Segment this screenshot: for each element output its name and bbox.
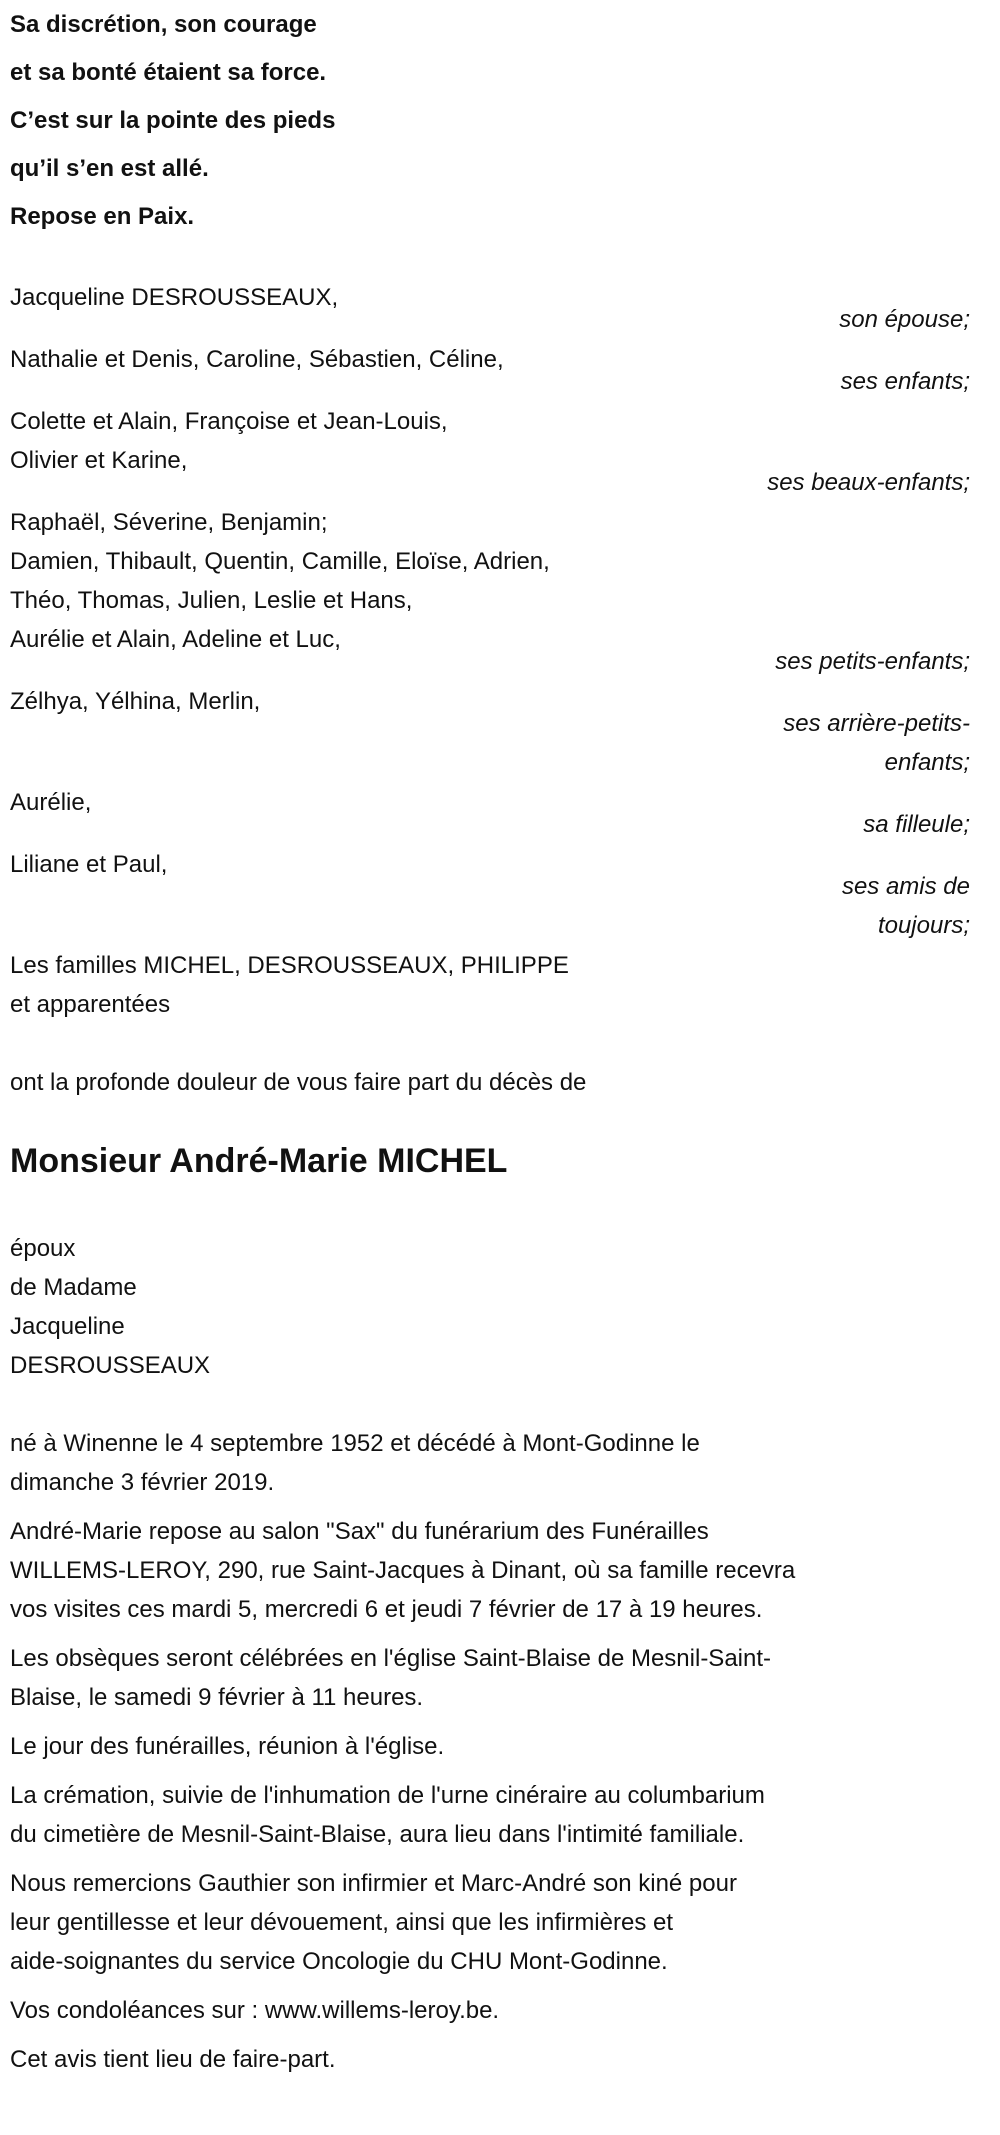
paragraph <box>10 2040 970 2079</box>
paragraph-line: Les obsèques seront célébrées en l'église Saint-Blaise de Mesnil-Saint- <box>10 1645 772 1672</box>
relation-line: ses enfants; <box>840 368 970 395</box>
family-group <box>10 340 970 401</box>
paragraph-line: Blaise, le samedi 9 février à 11 heures. <box>10 1684 424 1711</box>
family-names: Nathalie et Denis, Caroline, Sébastien, Céline, <box>10 346 504 373</box>
paragraph-line: vos visites ces mardi 5, mercredi 6 et jeudi 7 février de 17 à 19 heures. <box>10 1596 763 1623</box>
family-names: Damien, Thibault, Quentin, Camille, Eloïse, Adrien, <box>10 548 550 575</box>
family-names: Les familles MICHEL, DESROUSSEAUX, PHILIPPE <box>10 952 569 979</box>
spouse-line: époux <box>10 1235 76 1262</box>
family-names: Zélhya, Yélhina, Merlin, <box>10 688 261 715</box>
family-group <box>10 783 970 844</box>
paragraph-line: du cimetière de Mesnil-Saint-Blaise, aura lieu dans l'intimité familiale. <box>10 1821 745 1848</box>
family-names: Aurélie, <box>10 789 92 816</box>
spouse-line: Jacqueline <box>10 1313 125 1340</box>
paragraph-line: né à Winenne le 4 septembre 1952 et décédé à Mont-Godinne le <box>10 1430 700 1457</box>
family-names: Raphaël, Séverine, Benjamin; <box>10 509 328 536</box>
epitaph-line: Sa discrétion, son courage <box>10 11 317 38</box>
spouse-info <box>10 1229 970 1385</box>
announcement: ont la profonde douleur de vous faire part du décès de <box>10 1069 587 1096</box>
family-relation <box>10 805 970 844</box>
spouse-line: de Madame <box>10 1274 137 1301</box>
paragraph-line: aide-soignantes du service Oncologie du CHU Mont-Godinne. <box>10 1948 668 1975</box>
epitaph-line: Repose en Paix. <box>10 203 195 230</box>
epitaph-line: C’est sur la pointe des pieds <box>10 107 336 134</box>
paragraph <box>10 1776 970 1854</box>
paragraph-line: leur gentillesse et leur dévouement, ainsi que les infirmières et <box>10 1909 674 1936</box>
family-list <box>10 278 970 1024</box>
family-group <box>10 503 970 681</box>
paragraph <box>10 1424 970 1502</box>
paragraph-line: Vos condoléances sur : www.willems-leroy.be. <box>10 1997 500 2024</box>
relation-line: sa filleule; <box>863 811 970 838</box>
paragraph-line: André-Marie repose au salon "Sax" du funérarium des Funérailles <box>10 1518 709 1545</box>
relation-line: enfants; <box>884 749 970 776</box>
family-names: Colette et Alain, Françoise et Jean-Louis, <box>10 408 448 435</box>
paragraph-line: dimanche 3 février 2019. <box>10 1469 275 1496</box>
paragraph <box>10 1639 970 1717</box>
family-group <box>10 682 970 782</box>
family-group <box>10 845 970 945</box>
family-names: Olivier et Karine, <box>10 447 188 474</box>
family-names: Liliane et Paul, <box>10 851 168 878</box>
paragraph-line: WILLEMS-LEROY, 290, rue Saint-Jacques à Dinant, où sa famille recevra <box>10 1557 796 1584</box>
paragraph <box>10 1727 970 1766</box>
relation-line: ses beaux-enfants; <box>767 469 970 496</box>
family-group <box>10 402 970 502</box>
deceased-name: Monsieur André-Marie MICHEL <box>10 1142 508 1180</box>
relation-line: son épouse; <box>839 306 970 333</box>
relation-line: ses petits-enfants; <box>775 648 970 675</box>
family-names: Aurélie et Alain, Adeline et Luc, <box>10 626 341 653</box>
epitaph-line: qu’il s’en est allé. <box>10 155 209 182</box>
relation-line: ses arrière-petits- <box>783 710 970 737</box>
family-group <box>10 946 970 1024</box>
paragraph-line: Cet avis tient lieu de faire-part. <box>10 2046 336 2073</box>
details <box>10 1424 970 2079</box>
epitaph-line: et sa bonté étaient sa force. <box>10 59 327 86</box>
spouse-line: DESROUSSEAUX <box>10 1352 211 1379</box>
relation-line: toujours; <box>877 912 970 939</box>
paragraph <box>10 1864 970 1981</box>
paragraph <box>10 1512 970 1629</box>
epitaph <box>10 1 970 241</box>
relation-line: ses amis de <box>841 873 970 900</box>
family-names: Jacqueline DESROUSSEAUX, <box>10 284 339 311</box>
paragraph-line: La crémation, suivie de l'inhumation de l'urne cinéraire au columbarium <box>10 1782 765 1809</box>
family-names: et apparentées <box>10 991 171 1018</box>
paragraph-line: Nous remercions Gauthier son infirmier et Marc-André son kiné pour <box>10 1870 737 1897</box>
family-group <box>10 278 970 339</box>
paragraph <box>10 1991 970 2030</box>
family-names: Théo, Thomas, Julien, Leslie et Hans, <box>10 587 413 614</box>
paragraph-line: Le jour des funérailles, réunion à l'église. <box>10 1733 445 1760</box>
